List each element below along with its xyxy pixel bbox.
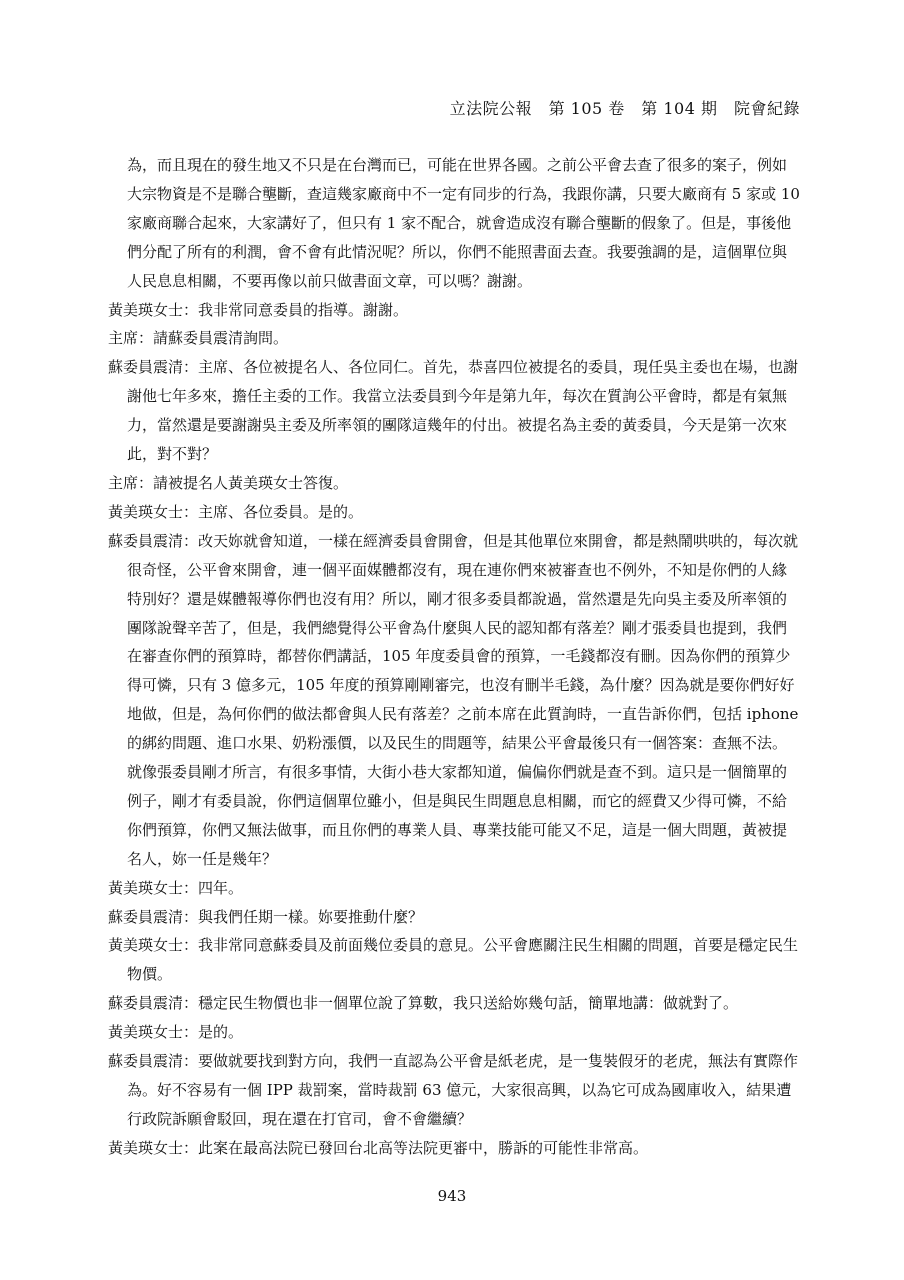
paragraph: 為，而且現在的發生地又不只是在台灣而已，可能在世界各國。之前公平會去查了很多的案子，例如大宗物資是不是聯合壟斷，查這幾家廠商中不一定有同步的行為，我跟你講，只要大廠商有 5 家或 10 家廠商聯合起來，大家講好了，但只有 1 家不配合，就會造成沒有聯合壟斷的假象了。但是，事後他們分配了所有的利潤，會不會有此情況呢？所以，你們不能照書面去查。我要強調的是，這個單位與人民息息相關，不要再像以前只做書面文章，可以嗎？謝謝。	[127, 156, 800, 290]
speaker-label: 黃美瑛女士：	[108, 1023, 199, 1042]
paragraph: 黃美瑛女士：此案在最高法院已發回台北高等法院更審中，勝訴的可能性非常高。	[108, 1138, 649, 1157]
paragraph: 蘇委員震清：主席、各位被提名人、各位同仁。首先，恭喜四位被提名的委員，現任吳主委也在場，也謝謝他七年多來，擔任主委的工作。我當立法委員到今年是第九年，每次在質詢公平會時，都是有氣無力，當然還是要謝謝吳主委及所率領的團隊這幾年的付出。被提名為主委的黃委員，今天是第一次來此，對不對？	[108, 358, 799, 464]
speaker-label: 蘇委員震清：	[108, 531, 199, 550]
paragraph: 主席：請被提名人黃美瑛女士答復。	[108, 473, 349, 492]
paragraph: 黃美瑛女士：我非常同意蘇委員及前面幾位委員的意見。公平會應關注民生相關的問題，首要是穩定民生物價。	[108, 936, 799, 984]
paragraph: 蘇委員震清：穩定民生物價也非一個單位說了算數，我只送給妳幾句話，簡單地講：做就對了。	[108, 994, 739, 1013]
paragraph: 黃美瑛女士：是的。	[108, 1023, 244, 1042]
speaker-label: 黃美瑛女士：	[108, 502, 199, 521]
paragraph: 黃美瑛女士：主席、各位委員。是的。	[108, 502, 364, 521]
speaker-label: 蘇委員震清：	[108, 994, 199, 1013]
page-header: 立法院公報 第 105 卷 第 104 期 院會紀錄	[449, 99, 800, 118]
speaker-label: 蘇委員震清：	[108, 907, 199, 926]
speaker-label: 黃美瑛女士：	[108, 300, 199, 319]
speaker-label: 主席：	[108, 473, 154, 492]
speaker-label: 黃美瑛女士：	[108, 1138, 199, 1157]
paragraph: 蘇委員震清：改天妳就會知道，一樣在經濟委員會開會，但是其他單位來開會，都是熱鬧哄哄的，每次就很奇怪，公平會來開會，連一個平面媒體都沒有，現在連你們來被審查也不例外，不知是你們的人緣特別好？還是媒體報導你們也沒有用？所以，剛才很多委員都說過，當然還是先向吳主委及所率領的團隊說聲辛苦了，但是，我們總覺得公平會為什麼與人民的認知都有落差？剛才張委員也提到，我們在審查你們的預算時，都替你們講話，105 年度委員會的預算，一毛錢都沒有刪。因為你們的預算少得可憐，只有 3 億多元，105 年度的預算剛剛審完，也沒有刪半毛錢，為什麼？因為就是要你們好好地做，但是，為何你們的做法都會與人民有落差？之前本席在此質詢時，一直告訴你們，包括 iphone 的綁約問題、進口水果、奶粉漲價，以及民生的問題等，結果公平會最後只有一個答案：查無不法。就像張委員剛才所言，有很多事情，大街小巷大家都知道，偏偏你們就是查不到。這只是一個簡單的例子，剛才有委員說，你們這個單位雖小，但是與民生問題息息相關，而它的經費又少得可憐，不給你們預算，你們又無法做事，而且你們的專業人員、專業技能可能又不足，這是一個大問題，黃被提名人，妳一任是幾年？	[108, 531, 799, 868]
paragraph: 主席：請蘇委員震清詢問。	[108, 329, 289, 348]
transcript-body	[108, 151, 800, 1163]
paragraph: 黃美瑛女士：我非常同意委員的指導。謝謝。	[108, 300, 409, 319]
paragraph: 蘇委員震清：要做就要找到對方向，我們一直認為公平會是紙老虎，是一隻裝假牙的老虎，無法有實際作為。好不容易有一個 IPP 裁罰案，當時裁罰 63 億元，大家很高興，以為它可成為國庫收入，結果遭行政院訴願會駁回，現在還在打官司，會不會繼續？	[108, 1052, 799, 1128]
speaker-label: 黃美瑛女士：	[108, 936, 199, 955]
speaker-label: 黃美瑛女士：	[108, 878, 199, 897]
paragraph: 蘇委員震清：與我們任期一樣。妳要推動什麼？	[108, 907, 424, 926]
page-number: 943	[437, 1187, 467, 1205]
paragraph: 黃美瑛女士：四年。	[108, 878, 244, 897]
speaker-label: 蘇委員震清：	[108, 1052, 199, 1071]
speaker-label: 蘇委員震清：	[108, 358, 199, 377]
speaker-label: 主席：	[108, 329, 154, 348]
